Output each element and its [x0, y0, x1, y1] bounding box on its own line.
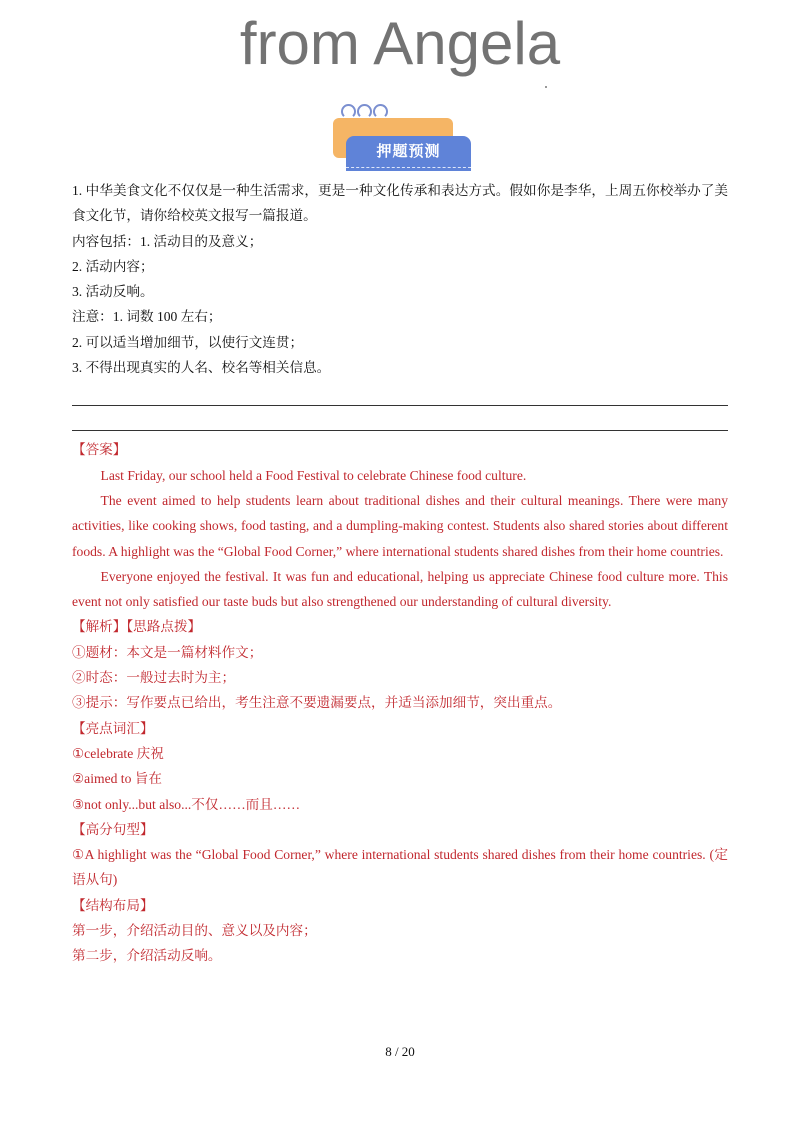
writing-line: [72, 406, 728, 432]
watermark: from Angela: [239, 10, 561, 77]
sentence-item: ①A highlight was the “Global Food Corner,” where international students shared dishes from their home countries. (定语从句): [72, 847, 728, 888]
page-number: 8 / 20: [385, 1044, 415, 1059]
analysis-item: ③提示：写作要点已给出，考生注意不要遗漏要点，并适当添加细节，突出重点。: [72, 695, 562, 711]
question-line: 2. 可以适当增加细节，以使行文连贯；: [72, 334, 304, 350]
question-line: 注意：1. 词数 100 左右；: [72, 309, 222, 325]
question-line: 3. 不得出现真实的人名、校名等相关信息。: [72, 360, 331, 376]
analysis-item: ②时态：一般过去时为主；: [72, 670, 236, 686]
analysis-heading: 【解析】【思路点拨】: [72, 619, 202, 635]
ring-icon: [357, 104, 372, 119]
vocab-item: ②aimed to 旨在: [72, 771, 162, 787]
answer-paragraph: The event aimed to help students learn about traditional dishes and their cultural meanings. There were many activities, like cooking shows, food tasting, and a dumpling-making contest. Students also shared stories about different foods. A highlight was the “Global Food Corner,” where international students shared dishes from their home countries.: [72, 492, 728, 559]
analysis-item: ①题材：本文是一篇材料作文；: [72, 644, 263, 660]
question-line: 2. 活动内容；: [72, 258, 154, 274]
content: [72, 178, 728, 969]
question-line: 1. 中华美食文化不仅仅是一种生活需求，更是一种文化传承和表达方式。假如你是李华，上周五你校举办了美食文化节，请你给校英文报写一篇报道。: [72, 183, 728, 224]
question-line: 内容包括：1. 活动目的及意义；: [72, 233, 263, 249]
ring-icon: [341, 104, 356, 119]
vocab-item: ①celebrate 庆祝: [72, 745, 164, 761]
speck: [545, 86, 547, 88]
sentences-heading: 【高分句型】: [72, 821, 154, 837]
vocab-heading: 【亮点词汇】: [72, 720, 154, 736]
ring-icon: [373, 104, 388, 119]
answer-paragraph: Everyone enjoyed the festival. It was fun and educational, helping us appreciate Chinese food culture more. This event not only satisfied our taste buds but also strengthened our understanding of cultural diversity.: [72, 568, 728, 610]
badge-title: 押题预测: [346, 136, 471, 171]
answer-paragraph: Last Friday, our school held a Food Festival to celebrate Chinese food culture.: [100, 467, 527, 483]
section-badge: [333, 100, 473, 172]
structure-item: 第二步，介绍活动反响。: [72, 948, 222, 964]
question-line: 3. 活动反响。: [72, 284, 154, 300]
writing-line: [72, 380, 728, 406]
vocab-item: ③not only...but also...不仅……而且……: [72, 796, 301, 812]
structure-heading: 【结构布局】: [72, 897, 154, 913]
answer-heading: 【答案】: [72, 442, 127, 458]
structure-item: 第一步，介绍活动目的、意义以及内容；: [72, 923, 317, 939]
